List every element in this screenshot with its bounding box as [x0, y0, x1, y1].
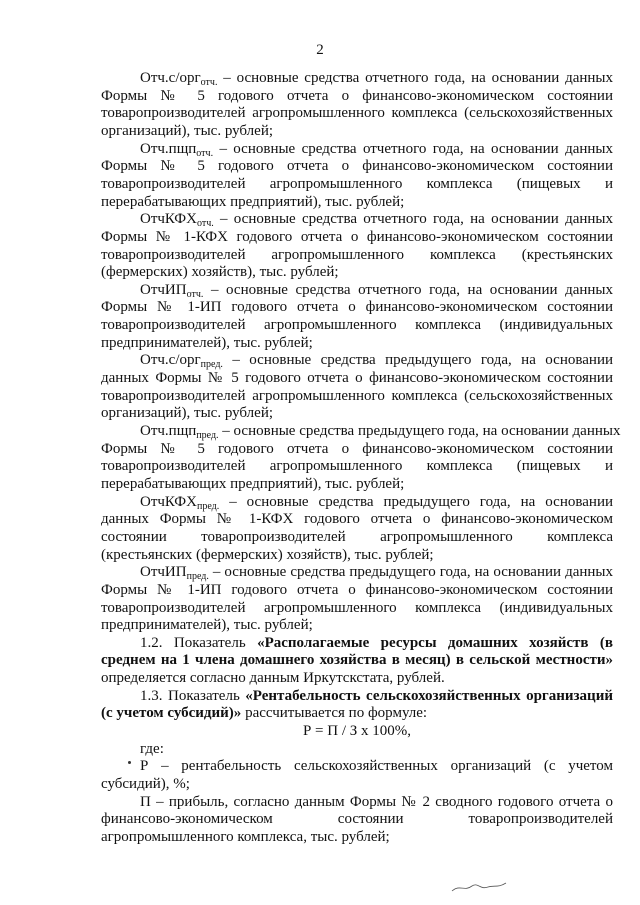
- text-line: [101, 529, 613, 546]
- text-run: ОтчИП: [140, 564, 187, 581]
- text-run: 1.3. Показатель: [140, 687, 246, 704]
- text-run: товаропроизводителей агропромышленного комплекса (индивидуальных: [101, 599, 613, 616]
- text-run: ОтчИП: [140, 281, 187, 298]
- text-line: [140, 282, 613, 299]
- text-line: [140, 494, 613, 511]
- text-line: [101, 388, 613, 405]
- text-line: [140, 688, 613, 705]
- text-line: [101, 811, 613, 828]
- text-run: товаропроизводителей агропромышленного комплекса (индивидуальных: [101, 317, 613, 334]
- text-run: 1.2. Показатель: [140, 634, 258, 651]
- text-run: товаропроизводителей агропромышленного комплекса (пищевых и: [101, 458, 613, 475]
- subscript: пред.: [196, 500, 220, 512]
- text-run: товаропроизводителей агропромышленного комплекса (сельскохозяйственных: [101, 387, 613, 404]
- text-run: Формы № 1-ИП годового отчета о финансово-экономическом состоянии: [101, 581, 613, 598]
- page-number: 2: [316, 42, 324, 58]
- text-line: [101, 511, 613, 528]
- subscript: пред.: [196, 430, 219, 441]
- bold-text: (с учетом субсидий)»: [101, 705, 242, 722]
- text-line: [101, 370, 613, 387]
- text-run: Р = П / З х 100%,: [302, 723, 412, 739]
- bold-text: «Рентабельность сельскохозяйственных организаций: [245, 687, 613, 704]
- text-run: рассчитывается по формуле:: [241, 705, 428, 722]
- text-line: [101, 158, 613, 175]
- text-line: [101, 670, 613, 687]
- text-line: [101, 441, 613, 458]
- text-run: Р – рентабельность сельскохозяйственных организаций (с учетом: [140, 758, 613, 775]
- text-line: [140, 70, 613, 87]
- text-run: товаропроизводителей агропромышленного комплекса (сельскохозяйственных: [101, 105, 613, 122]
- text-run: товаропроизводителей агропромышленного комплекса (пищевых и: [101, 175, 613, 192]
- text-run: Формы № 5 годового отчета о финансово-экономическом состоянии: [101, 158, 613, 175]
- text-run: Отч.пщп: [140, 423, 197, 439]
- text-line: [101, 264, 613, 281]
- text-run: – основные средства предыдущего года, на основании данных: [208, 564, 613, 581]
- text-line: [101, 547, 613, 564]
- text-line: [101, 299, 613, 316]
- text-line: [101, 829, 613, 846]
- subscript: пред.: [186, 571, 209, 583]
- text-line: [101, 582, 613, 599]
- text-run: – основные средства предыдущего года, на основании: [222, 352, 613, 369]
- text-run: определяется согласно данным Иркутскстата, рублей.: [101, 670, 445, 687]
- text-run: П – прибыль, согласно данным Формы № 2 сводного годового отчета о: [140, 793, 613, 810]
- bold-text: среднем на 1 члена домашнего хозяйства в месяц) в сельской местности»: [101, 652, 613, 669]
- text-run: предпринимателей), тыс. рублей;: [101, 334, 313, 351]
- text-run: – основные средства отчетного года, на основании данных: [217, 70, 613, 86]
- text-run: перерабатывающих предприятий), тыс. рублей;: [101, 193, 405, 210]
- text-run: Отч.с/орг: [140, 70, 201, 86]
- text-run: данных Формы № 1-КФХ годового отчета о финансово-экономическом: [101, 511, 613, 528]
- text-line: [101, 652, 613, 669]
- text-run: где:: [140, 740, 164, 757]
- text-run: – основные средства отчетного года, на основании данных: [203, 281, 613, 298]
- text-run: – основные средства отчетного года, на основании данных: [213, 140, 613, 157]
- text-run: перерабатывающих предприятий), тыс. рублей;: [101, 475, 405, 492]
- text-line: [101, 88, 613, 105]
- text-line: [101, 176, 613, 193]
- text-run: Формы № 1-ИП годового отчета о финансово-экономическом состоянии: [101, 299, 613, 316]
- text-line: [101, 229, 613, 246]
- text-run: состоянии товаропроизводителей агропромышленного комплекса: [101, 528, 613, 545]
- subscript: отч.: [196, 147, 214, 159]
- subscript: пред.: [200, 359, 223, 371]
- text-run: – основные средства предыдущего года, на основании данных: [218, 423, 621, 439]
- text-line: [140, 741, 613, 758]
- subscript: отч.: [196, 218, 214, 230]
- text-line: [101, 723, 613, 740]
- text-line: [101, 776, 613, 793]
- margin-dot: [128, 761, 131, 764]
- text-line: [101, 476, 613, 493]
- text-run: Формы № 5 годового отчета о финансово-экономическом состоянии: [101, 440, 613, 457]
- text-run: данных Формы № 5 годового отчета о финансово-экономическом состоянии: [101, 370, 613, 386]
- text-run: предпринимателей), тыс. рублей;: [101, 617, 313, 634]
- text-line: [101, 247, 613, 264]
- text-run: Отч.с/орг: [140, 352, 201, 369]
- text-run: товаропроизводителей агропромышленного комплекса (крестьянских: [101, 246, 613, 263]
- subscript: отч.: [186, 288, 204, 300]
- text-run: финансово-экономическом состоянии товаропроизводителей: [101, 811, 613, 828]
- text-run: (фермерских) хозяйств), тыс. рублей;: [101, 264, 339, 281]
- bold-text: «Располагаемые ресурсы домашних хозяйств (в: [257, 634, 613, 651]
- text-run: – основные средства отчетного года, на основании данных: [213, 211, 613, 228]
- text-line: [101, 405, 613, 422]
- text-line: [101, 105, 613, 122]
- text-line: [140, 141, 613, 158]
- text-run: субсидий), %;: [101, 776, 190, 792]
- text-line: [140, 211, 613, 228]
- text-line: [101, 617, 613, 634]
- text-line: [140, 635, 613, 652]
- text-line: [101, 123, 613, 140]
- text-line: [140, 423, 621, 441]
- text-run: ОтчКФХ: [140, 493, 197, 510]
- text-run: организаций), тыс. рублей;: [101, 405, 274, 422]
- text-run: Отч.пщп: [140, 140, 197, 157]
- text-run: – основные средства предыдущего года, на основании: [219, 493, 613, 510]
- text-run: Формы № 1-КФХ годового отчета о финансово-экономическом состоянии: [101, 228, 613, 245]
- text-line: [101, 335, 613, 352]
- text-line: [140, 758, 613, 775]
- text-line: [101, 194, 613, 211]
- text-run: Формы № 5 годового отчета о финансово-экономическом состоянии: [101, 87, 613, 104]
- initials-mark: [450, 880, 510, 894]
- text-run: (крестьянских (фермерских) хозяйств), тыс. рублей;: [101, 546, 434, 563]
- text-line: [140, 352, 613, 369]
- text-line: [101, 600, 613, 617]
- text-line: [140, 794, 613, 811]
- text-line: [101, 705, 613, 722]
- text-run: агропромышленного комплекса, тыс. рублей;: [101, 828, 390, 845]
- text-line: [101, 458, 613, 475]
- text-line: [140, 564, 613, 581]
- text-run: организаций), тыс. рублей;: [101, 122, 274, 139]
- text-run: ОтчКФХ: [140, 211, 197, 228]
- subscript: отч.: [200, 77, 218, 88]
- text-line: [101, 317, 613, 334]
